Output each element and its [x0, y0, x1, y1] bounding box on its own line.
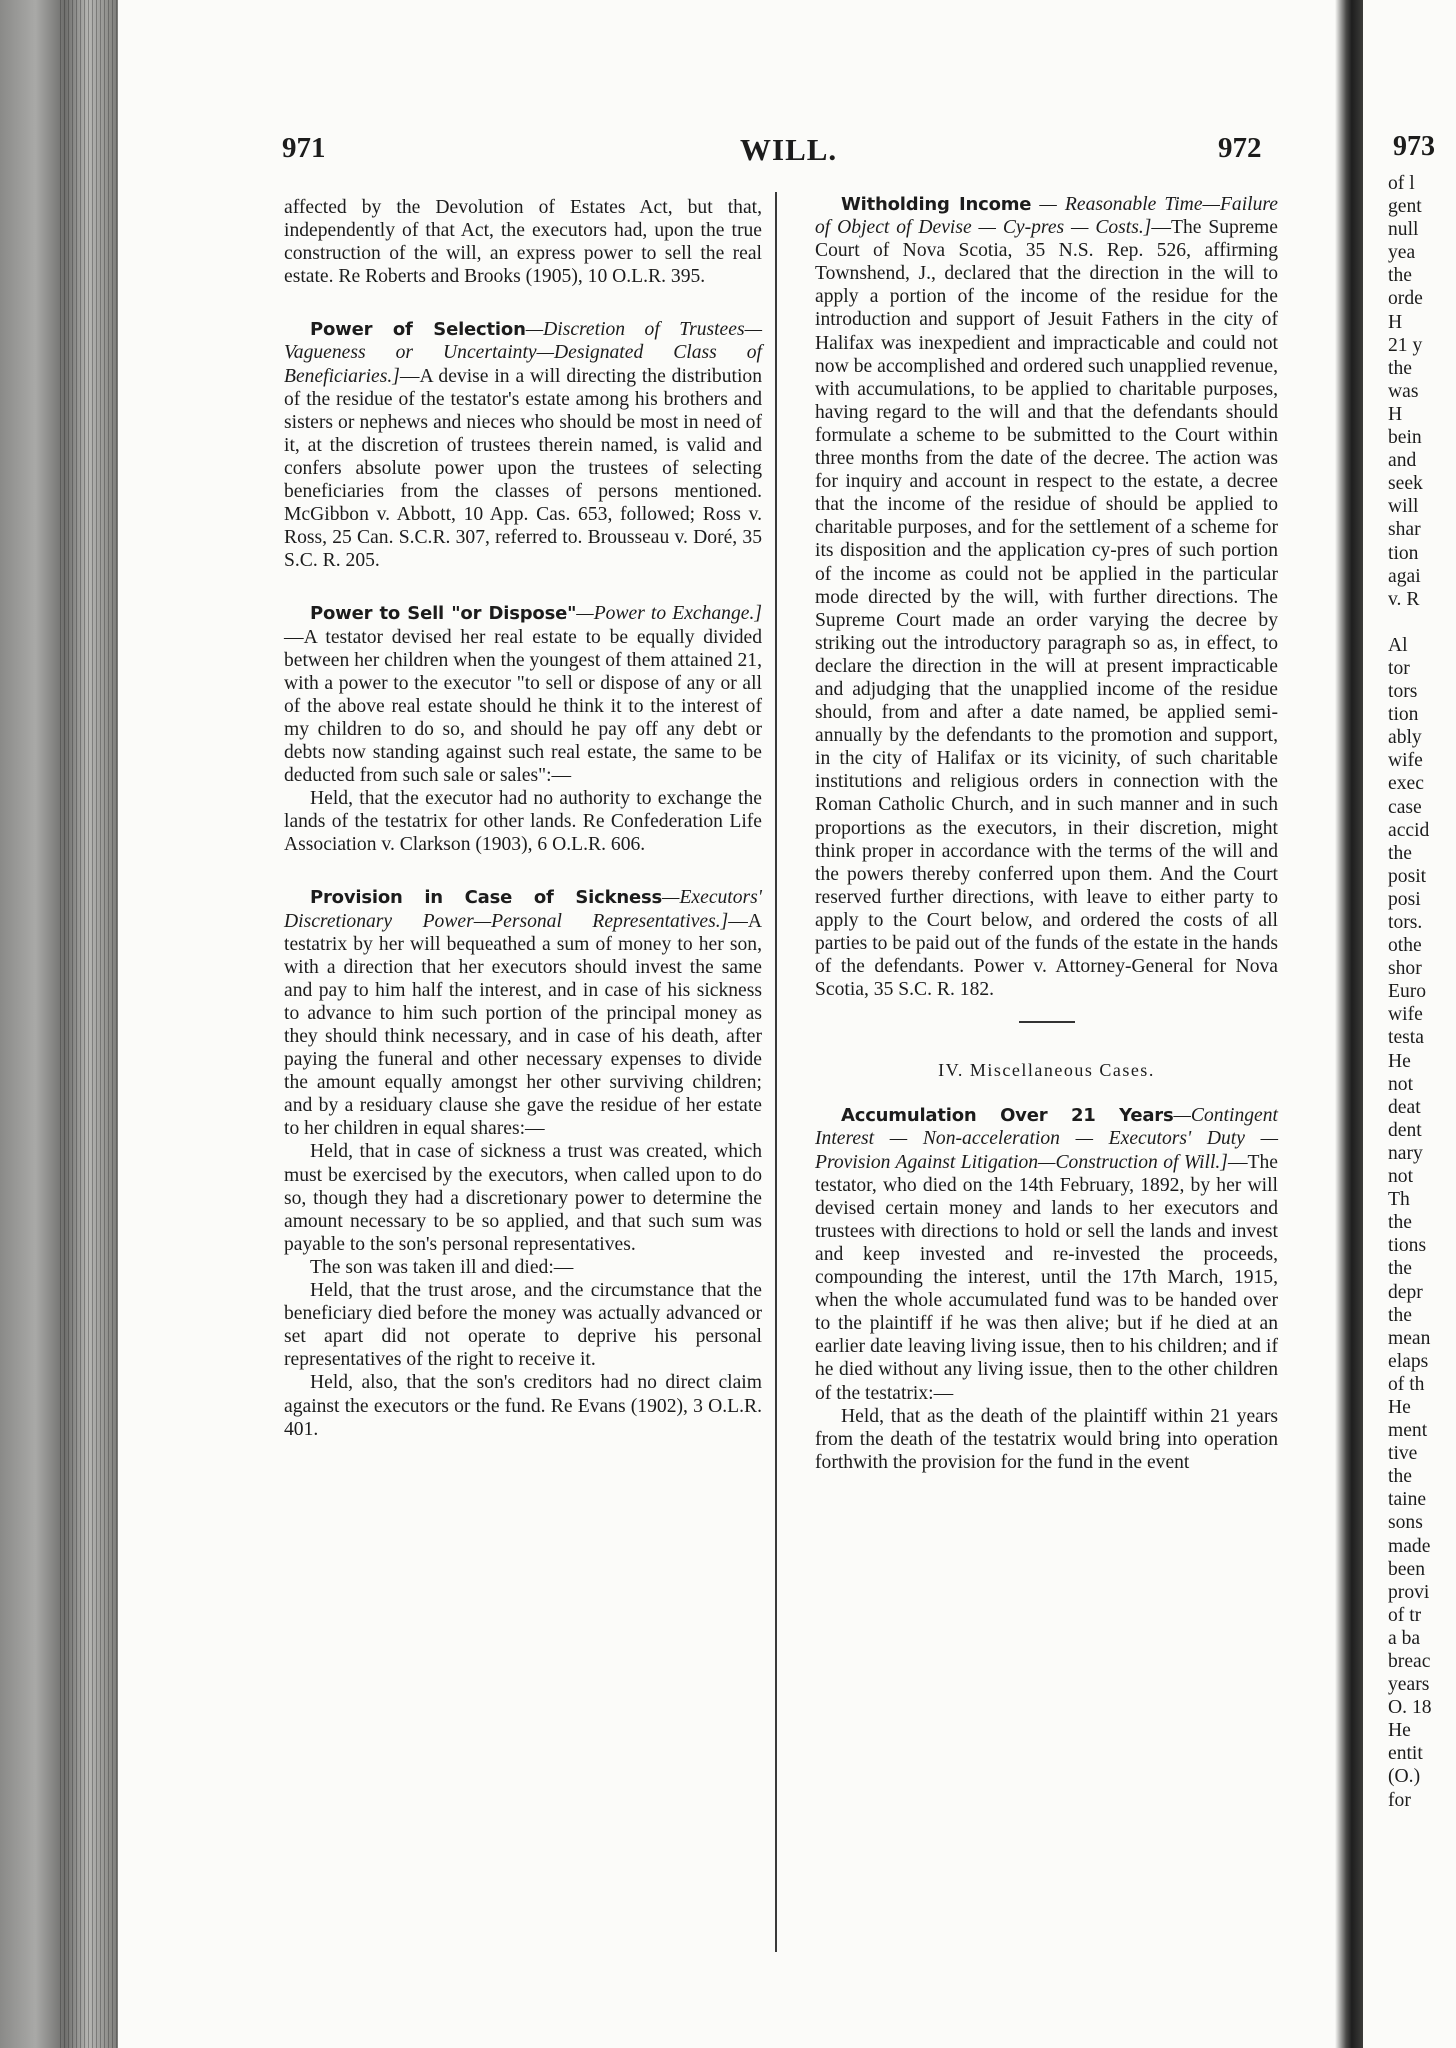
next-page-line: tors. [1388, 912, 1423, 933]
next-page-line: the [1388, 842, 1412, 864]
entry-heading: Power to Sell "or Dispose" [310, 603, 577, 625]
right-column [815, 193, 1278, 1474]
next-page-line: the [1388, 265, 1412, 287]
next-page-line: testa [1388, 1027, 1424, 1049]
next-page-line: not [1388, 1166, 1414, 1188]
next-page-line: sons [1388, 1512, 1423, 1534]
next-page-line: dent [1388, 1119, 1422, 1141]
next-page-line: elaps [1388, 1350, 1429, 1372]
next-page-line: the [1388, 1258, 1412, 1280]
next-page-line: was [1388, 380, 1419, 402]
entry-paragraph: Held, that in case of sickness a trust was created, which must be exercised by the executors, when called upon to do so, though they had a discretionary power to determine the amount necessary to be so applied, and that such sum was payable to the son's personal representatives. [284, 1141, 762, 1255]
next-page-line: tion [1388, 542, 1419, 564]
entry-text: —A testator devised her real estate to be equally divided between her children when the youngest of them attained 21, with a power to the executor "to sell or dispose of any or all of the above real estate should he think it to the interest of my children to do so, and should he pay off any debt or debts now standing against such real estate, the same to be deducted from such sale or sales":— [284, 626, 762, 787]
entry-paragraph: The son was taken ill and died:— [310, 1256, 574, 1278]
next-page-line: orde [1388, 288, 1423, 310]
next-page-line: He [1388, 1720, 1411, 1742]
left-entries [284, 288, 762, 1440]
next-page-line: a ba [1388, 1627, 1421, 1649]
entry-gap [284, 856, 762, 886]
next-page-line: posi [1388, 888, 1421, 910]
entry-heading: Power of Selection [310, 319, 526, 341]
entry-text: —The testator, who died on the 14th February, 1892, by her will devised certain money and lands to her executors and trustees with directions to hold or sell the lands and invest and keep invested and re-invested the proceeds, compounding the interest, until the 17th March, 1915, when the whole accumulated fund was to be handed over to the plaintiff if he was then alive; but if he died at an earlier date leaving living issue, then to his children; and if he died without any living issue, then to the other children of the testatrix:— [815, 1151, 1278, 1404]
next-page-line: of l [1388, 173, 1415, 194]
next-page-line: the [1388, 1466, 1412, 1488]
next-page-line: breac [1388, 1651, 1431, 1672]
entry-gap [284, 572, 762, 602]
next-page-line: of th [1388, 1373, 1425, 1395]
next-page-line: ably [1388, 727, 1422, 749]
next-page-line: exec [1388, 773, 1424, 795]
next-page-line: agai [1388, 565, 1421, 587]
entry-text: —A testatrix by her will bequeathed a sum of money to her son, with a direction that her executors should invest the same and pay to him half the interest, and in case of his sickness to advance to him such portion of the principal money as they should think necessary, and in case of his death, after paying the funeral and other necessary expenses to divide the amount equally amongst her other surviving children; and by a residuary clause she gave the residue of her estate to her children in equal shares:— [284, 910, 762, 1140]
next-page-line: been [1388, 1558, 1425, 1580]
continuation-paragraph: affected by the Devolution of Estates Act, but that, independently of that Act, the executors had, upon the true construction of the will, an express power to sell the real estate. Re Roberts and Brooks (1905), 10 O.L.R. 395. [284, 197, 762, 288]
next-page-line: ment [1388, 1420, 1428, 1442]
next-page-line: the [1388, 1304, 1412, 1326]
next-page-line [1388, 611, 1456, 634]
next-page-line: and [1388, 450, 1417, 472]
book-gutter [1335, 0, 1363, 2048]
next-page-line: the [1388, 357, 1412, 379]
next-page-line: tor [1388, 657, 1410, 679]
entry-paragraph: Held, that the executor had no authority to exchange the lands of the testatrix for other lands. Re Confederation Life Association v. Clarkson (1903), 6 O.L.R. 606. [284, 788, 762, 856]
next-page-line: depr [1388, 1281, 1423, 1303]
next-page-line: othe [1388, 935, 1422, 957]
next-page-line: posit [1388, 865, 1427, 887]
next-page-fragments [1388, 172, 1456, 1812]
next-page-line: wife [1388, 750, 1423, 772]
entry-subheading: — Reasonable Time—Failure of Object of Devise — Cy-pres — Costs.] [815, 194, 1278, 239]
entry-paragraph: Held, that as the death of the plaintiff within 21 years from the death of the testatrix would bring into operation forthwith the provision for the fund in the event [815, 1405, 1278, 1473]
next-page-line: not [1388, 1073, 1414, 1095]
next-page-line: (O.) [1388, 1766, 1421, 1788]
next-page-line: tion [1388, 704, 1419, 726]
digest-entry [284, 602, 762, 787]
next-page-line: He [1388, 1396, 1411, 1418]
next-page-line: case [1388, 796, 1422, 818]
next-page-line: tive [1388, 1443, 1418, 1465]
section-rule [1019, 1021, 1075, 1023]
next-page-line: Th [1388, 1189, 1410, 1211]
digest-entry [815, 193, 1278, 1001]
entry-paragraph: Held, also, that the son's creditors had no direct claim against the executors or the fund. Re Evans (1902), 3 O.L.R. 401. [284, 1372, 762, 1440]
left-column [284, 196, 762, 1441]
left-page-number: 971 [282, 132, 326, 164]
page-edges [60, 0, 118, 2048]
next-page-line: years [1388, 1674, 1430, 1696]
digest-entry [284, 318, 762, 572]
next-page-line: provi [1388, 1581, 1430, 1603]
next-page-line: tors [1388, 681, 1418, 703]
next-page-line: shar [1388, 519, 1421, 541]
next-page-line: Euro [1388, 981, 1427, 1003]
next-page-line: H [1388, 311, 1403, 333]
next-page-line: mean [1388, 1327, 1431, 1349]
next-page-line: seek [1388, 473, 1423, 495]
digest-entry [815, 1104, 1278, 1404]
right-entries [815, 193, 1278, 1001]
next-page-line: deat [1388, 1096, 1421, 1118]
next-page-line: the [1388, 1212, 1412, 1234]
next-page-line: H [1388, 403, 1403, 425]
entry-subheading: —Contingent Interest — Non-acceleration — Executors' Duty — Provision Against Litigation—Construction of Will.] [815, 1105, 1278, 1173]
next-page-line: gent [1388, 196, 1422, 218]
next-page-line: made [1388, 1535, 1431, 1557]
next-page-line: nary [1388, 1142, 1423, 1164]
next-page-line: He [1388, 1050, 1411, 1072]
next-page-line: for [1388, 1789, 1411, 1811]
entry-text: —A devise in a will directing the distribution of the residue of the testator's estate among his brothers and sisters or nephews and nieces who should be most in need of it, at the discretion of trustees therein named, is valid and confers absolute power upon the trustees of selecting beneficiaries from the classes of persons mentioned. McGibbon v. Abbott, 10 App. Cas. 653, followed; Ross v. Ross, 25 Can. S.C.R. 307, referred to. Brousseau v. Doré, 35 S.C. R. 205. [284, 365, 762, 572]
next-page-number: 973 [1393, 131, 1435, 162]
next-page-line: shor [1388, 958, 1422, 980]
right-page-number: 972 [1218, 132, 1262, 164]
next-page-line: null [1388, 219, 1419, 241]
next-page-line: tions [1388, 1235, 1427, 1257]
next-page-line: bein [1388, 427, 1422, 449]
section-entries [815, 1104, 1278, 1474]
next-page-line: yea [1388, 242, 1416, 264]
next-page-line: 21 y [1388, 334, 1423, 356]
entry-gap [284, 288, 762, 318]
next-page-line: Al [1388, 634, 1408, 656]
next-page-line: taine [1388, 1489, 1427, 1511]
column-divider [775, 192, 777, 1952]
next-page-line: accid [1388, 819, 1430, 841]
next-page-line: will [1388, 496, 1419, 518]
running-title: WILL. [740, 132, 838, 167]
digest-entry [284, 886, 762, 1140]
entry-heading: Witholding Income [841, 194, 1032, 215]
entry-heading: Provision in Case of Sickness [310, 887, 663, 909]
entry-subheading: —Executors' Discretionary Power—Personal Representatives.] [284, 887, 762, 932]
entry-heading: Accumulation Over 21 Years [841, 1105, 1174, 1127]
next-page-line: of tr [1388, 1604, 1422, 1626]
entry-paragraph: Held, that the trust arose, and the circumstance that the beneficiary died before the money was actually advanced or set apart did not operate to deprive his personal representatives of the right to receive it. [284, 1280, 762, 1371]
entry-subheading: —Power to Exchange.] [576, 603, 762, 625]
next-page-line: wife [1388, 1004, 1423, 1026]
entry-subheading: —Discretion of Trustees—Vagueness or Uncertainty—Designated Class of Beneficiaries.] [284, 319, 762, 387]
next-page-line: O. 18 [1388, 1697, 1432, 1719]
next-page-line: v. R [1388, 588, 1420, 610]
entry-text: —The Supreme Court of Nova Scotia, 35 N.S. Rep. 526, affirming Townshend, J., declared that the direction in the will to apply a portion of the income of the residue for the introduction and support of Jesuit Fathers in the city of Halifax was inexpedient and impracticable and could not now be accomplished and ordered such unapplied revenue, with accumulations, to be applied to charitable purposes, having regard to the will and that the defendants should formulate a scheme to be submitted to the Court within three months from the date of the decree. The action was for inquiry and account in respect to the estate, a decree that the income of the residue of should be applied to charitable purposes, and for the settlement of a scheme for its disposition and the application cy-pres of such portion of the income as could not be applied in the particular mode directed by the will, with further directions. The Supreme Court made an order varying the decree by striking out the introductory paragraph so as, in effect, to declare the direction in the will at present impracticable and adjudging that the unapplied income of the residue should, from and after a date named, be applied semi-annually by the defendants to the promotion and support, in the city of Halifax or its vicinity, of such charitable institutions and religious orders in connection with the Roman Catholic Church, and in such manner and in such proportions as the executors, in their discretion, might think proper in accordance with the terms of the will and the powers thereby conferred upon them. And the Court reserved further directions, with leave to either party to apply to the Court below, and ordered the costs of all parties to be paid out of the funds of the estate in the hands of the defendants. Power v. Attorney-General for Nova Scotia, 35 S.C. R. 182. [815, 217, 1278, 1001]
section-title: IV. Miscellaneous Cases. [938, 1060, 1155, 1081]
next-page-line: entit [1388, 1743, 1423, 1765]
